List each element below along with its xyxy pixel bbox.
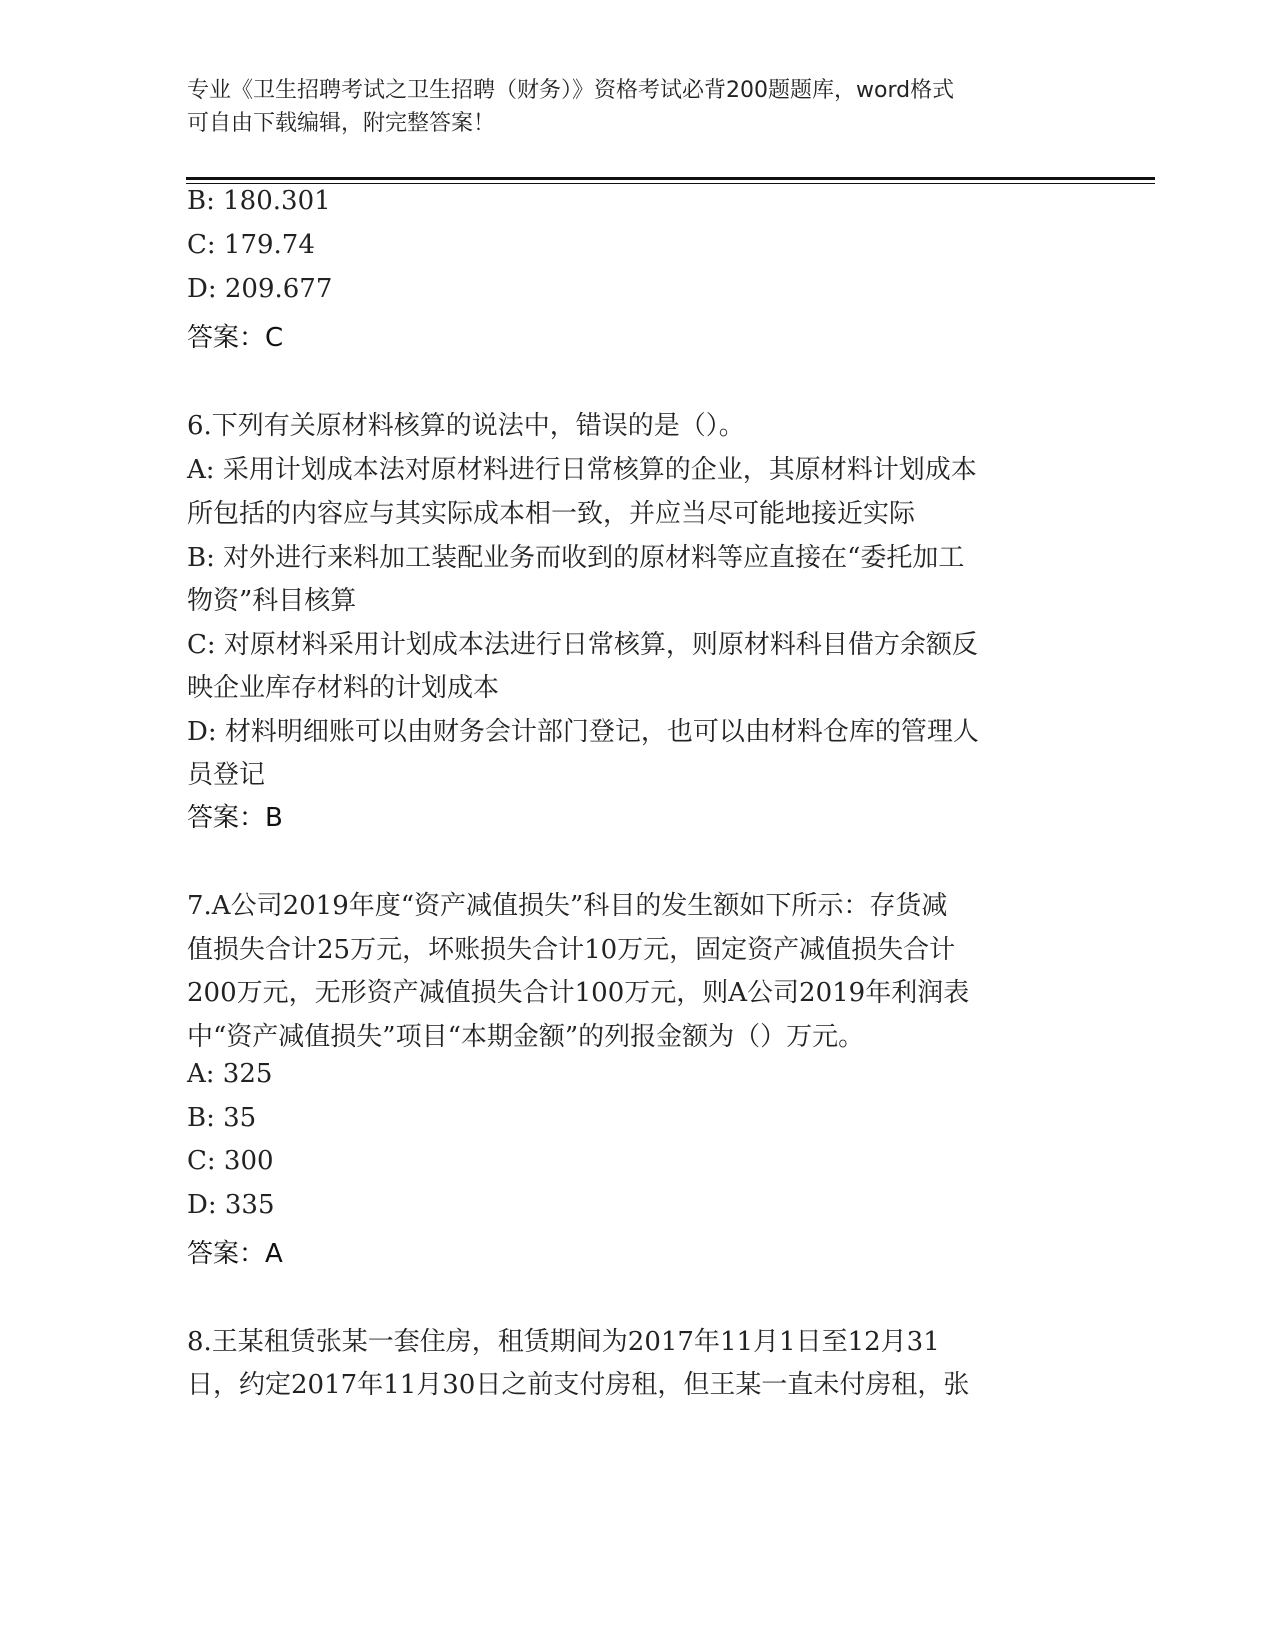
q6-option-d-line-2: 员登记 <box>187 760 266 790</box>
q7-option-d: D: 335 <box>187 1190 275 1220</box>
q6-option-d-line-1: D: 材料明细账可以由财务会计部门登记，也可以由材料仓库的管理人 <box>187 717 979 747</box>
q7-stem-line-4: 中“资产减值损失”项目“本期金额”的列报金额为（）万元。 <box>187 1022 865 1052</box>
header-rule-thin <box>186 183 1155 184</box>
header-title-line-1: 专业《卫生招聘考试之卫生招聘（财务）》资格考试必背200题题库，word格式 <box>187 78 955 103</box>
q6-answer: 答案：B <box>187 803 283 833</box>
q7-stem-line-3: 200万元，无形资产减值损失合计100万元，则A公司2019年利润表 <box>187 978 970 1008</box>
header-rule-thick <box>186 177 1155 180</box>
q7-option-b: B: 35 <box>187 1103 257 1133</box>
page-header <box>187 74 1067 140</box>
q6-option-b-line-1: B: 对外进行来料加工装配业务而收到的原材料等应直接在“委托加工 <box>187 543 965 573</box>
q7-option-a: A: 325 <box>187 1059 273 1089</box>
q6-option-a-line-2: 所包括的内容应与其实际成本相一致，并应当尽可能地接近实际 <box>187 499 916 529</box>
q7-stem-line-1: 7.A公司2019年度“资产减值损失”科目的发生额如下所示：存货减 <box>187 891 948 921</box>
q6-option-a-line-1: A: 采用计划成本法对原材料进行日常核算的企业，其原材料计划成本 <box>187 455 977 485</box>
q7-option-c: C: 300 <box>187 1146 274 1176</box>
q5-option-b: B: 180.301 <box>187 186 331 216</box>
q6-stem: 6.下列有关原材料核算的说法中，错误的是（）。 <box>187 411 745 441</box>
header-title-line-2: 可自由下载编辑，附完整答案！ <box>187 111 496 136</box>
q8-stem-line-2: 日，约定2017年11月30日之前支付房租，但王某一直未付房租，张 <box>187 1370 970 1400</box>
q8-stem-line-1: 8.王某租赁张某一套住房，租赁期间为2017年11月1日至12月31 <box>187 1327 940 1357</box>
q6-option-c-line-1: C: 对原材料采用计划成本法进行日常核算，则原材料科目借方余额反 <box>187 630 978 660</box>
q6-option-c-line-2: 映企业库存材料的计划成本 <box>187 673 500 703</box>
q5-answer: 答案：C <box>187 323 284 353</box>
q5-option-d: D: 209.677 <box>187 274 333 304</box>
q5-option-c: C: 179.74 <box>187 230 315 260</box>
q7-stem-line-2: 值损失合计25万元，坏账损失合计10万元，固定资产减值损失合计 <box>187 935 956 965</box>
q7-answer: 答案：A <box>187 1239 283 1269</box>
q6-option-b-line-2: 物资”科目核算 <box>187 586 357 616</box>
